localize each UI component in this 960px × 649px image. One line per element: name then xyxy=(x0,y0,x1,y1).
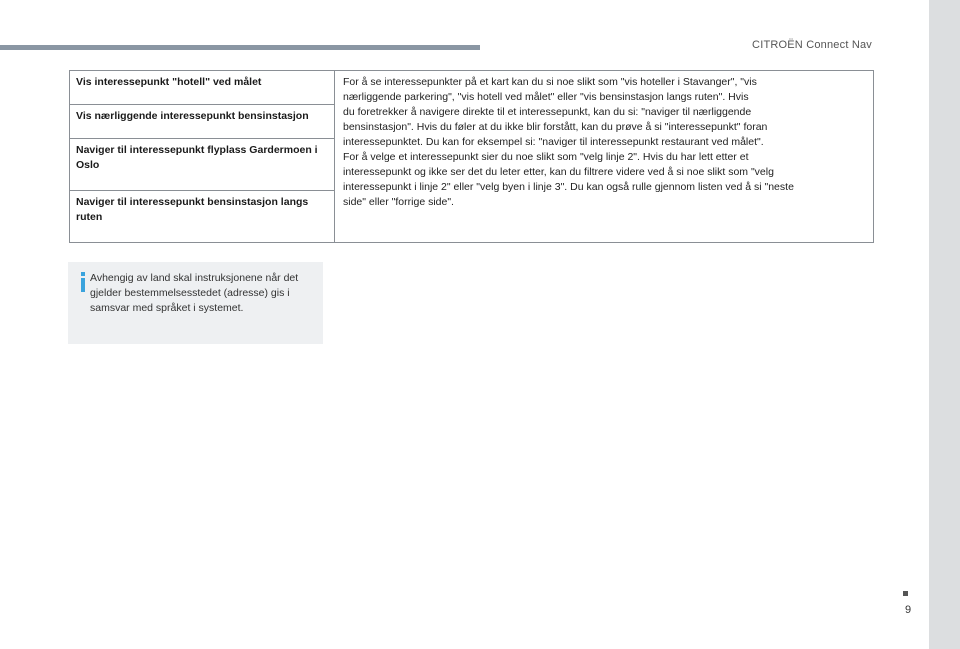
description-line: interessepunktet. Du kan for eksempel si: "naviger til interessepunkt restaurant ved målet". xyxy=(343,136,764,148)
table-row xyxy=(70,71,874,105)
command-cell: Naviger til interessepunkt bensinstasjon langs ruten xyxy=(70,190,335,242)
description-line: For å velge et interessepunkt sier du noe slikt som "velg linje 2". Hvis du har lett etter et xyxy=(343,151,749,163)
description-line: interessepunkt i linje 2" eller "velg byen i linje 3". Du kan også rulle gjennom listen ved å si "neste xyxy=(343,181,794,193)
command-cell: Vis interessepunkt "hotell" ved målet xyxy=(70,71,335,105)
voice-command-table xyxy=(69,70,874,243)
description-line: interessepunkt og ikke ser det du leter etter, kan du filtrere videre ved å si noe slikt som "velg xyxy=(343,166,774,178)
description-line: du foretrekker å navigere direkte til et interessepunkt, kan du si: "naviger til nærliggende xyxy=(343,106,752,118)
brand-title: CITROËN Connect Nav xyxy=(752,39,872,51)
description-line: For å se interessepunkter på et kart kan du si noe slikt som "vis hoteller i Stavanger", "vis xyxy=(343,76,757,88)
page-edge-strip xyxy=(929,0,960,649)
page-number: 9 xyxy=(905,604,912,616)
description-line: nærliggende parkering", "vis hotell ved målet" eller "vis bensinstasjon langs ruten". Hvis xyxy=(343,91,749,103)
info-note xyxy=(68,262,323,344)
header-rule xyxy=(0,45,480,50)
description-line: side" eller "forrige side". xyxy=(343,196,454,208)
description-line: bensinstasjon". Hvis du føler at du ikke blir forstått, kan du prøve å si "interessepunkt" foran xyxy=(343,121,768,133)
info-icon xyxy=(78,272,88,292)
note-text: Avhengig av land skal instruksjonene når det gjelder bestemmelsesstedet (adresse) gis i samsvar med språket i systemet. xyxy=(90,272,299,314)
page-marker xyxy=(903,591,908,596)
command-cell: Naviger til interessepunkt flyplass Gardermoen i Oslo xyxy=(70,138,335,190)
command-cell: Vis nærliggende interessepunkt bensinstasjon xyxy=(70,104,335,138)
description-cell xyxy=(335,71,874,243)
